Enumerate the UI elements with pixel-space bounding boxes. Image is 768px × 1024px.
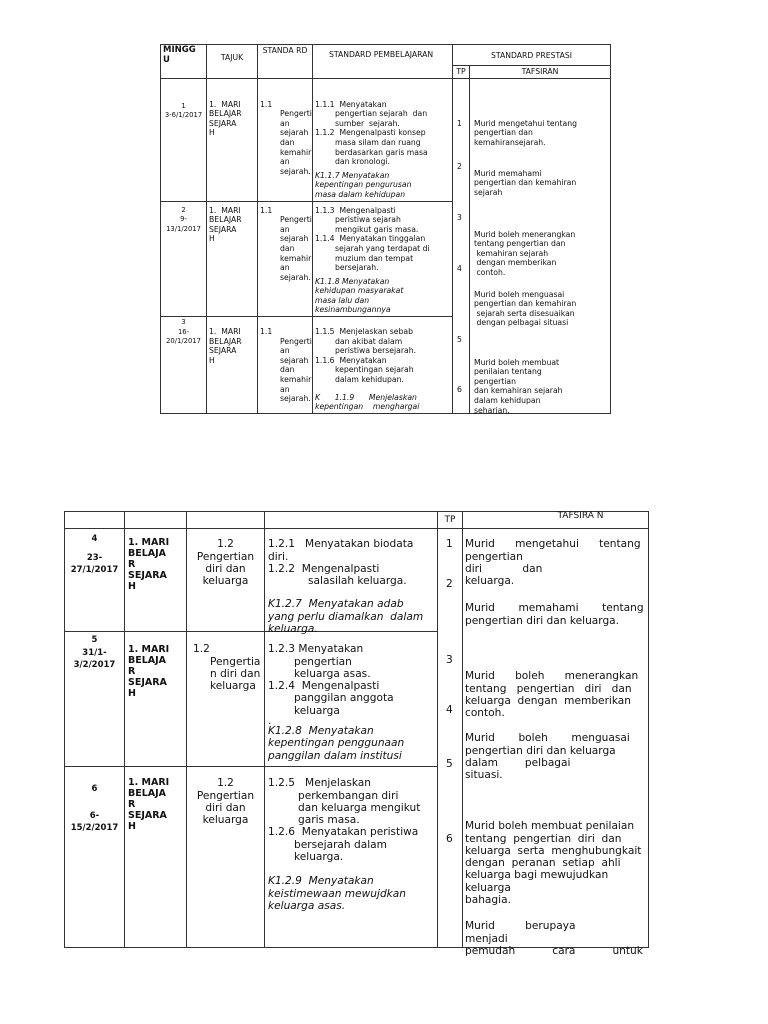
t2-week-cell: 5 31/1-3/2/2017	[65, 632, 125, 767]
t1-tafsiran-1: Murid mengetahui tentang pengertian dan kemahiransejarah.	[474, 118, 577, 147]
t2-tp-column	[438, 529, 463, 948]
t2-header-blank	[125, 512, 187, 529]
t2-tp-5: 5	[446, 758, 453, 771]
t1-row-week-1	[161, 78, 611, 201]
t2-tafsiran-3: Murid boleh menerangkan tentang pengertian diri dan keluarga dengan memberikan contoh.	[465, 670, 639, 720]
t2-tp-3: 3	[446, 654, 453, 667]
t1-header-tajuk: TAJUK	[207, 45, 258, 79]
t2-header-tafsiran: TAFSIRA N	[463, 512, 649, 529]
table-2	[64, 511, 649, 957]
t2-tajuk-cell: 1. MARI BELAJA R SEJARA H	[125, 632, 187, 767]
t1-standard-cell: 1.1 Pengerti an sejarah dan kemahir an sejarah.	[258, 201, 313, 317]
t2-week-cell: 4 23-27/1/2017	[65, 529, 125, 632]
t2-header-row	[65, 512, 649, 529]
t1-tp-1: 1	[457, 118, 462, 128]
t1-tafsiran-4: Murid boleh menguasai pengertian dan kemahiran sejarah serta disesuaikan dengan pelbagai situasi	[474, 289, 577, 328]
t1-tafsiran-5: Murid boleh membuat penilaian tentang pengertian dan kemahiran sejarah dalam kehidupan seharian.	[474, 357, 563, 415]
t2-header-blank	[65, 512, 125, 529]
t2-tajuk-cell: 1. MARI BELAJA R SEJARA H	[125, 767, 187, 948]
t1-tp-column	[453, 78, 470, 413]
t1-tp-2: 2	[457, 161, 462, 171]
t1-week-cell: 1 3-6/1/2017	[161, 78, 207, 201]
t2-tafsiran-2: Murid memahami tentang pengertian diri dan keluarga.	[465, 602, 644, 627]
t2-tafsiran-4: Murid boleh menguasai pengertian diri dan keluarga dalam pelbagai situasi.	[465, 732, 630, 782]
t2-week-cell: 6 6-15/2/2017	[65, 767, 125, 948]
t2-tafsiran-6: Murid berupaya menjadi pemudah cara untuk	[465, 920, 643, 957]
t2-header-tp: TP	[438, 512, 463, 529]
t1-sp-cell: 1.1.3 Mengenalpasti peristiwa sejarah mengikut garis masa. 1.1.4 Menyatakan tinggalan sejarah yang terdapat di muzium dan tempat bersejarah. K1.1.8 Menyatakan kehidupan masyarakat masa lalu dan kesinambungannya	[313, 201, 453, 317]
t1-tafsiran-3: Murid boleh menerangkan tentang pengertian dan kemahiran sejarah dengan memberikan contoh.	[474, 229, 576, 277]
t1-tajuk-cell: 1. MARI BELAJAR SEJARA H	[207, 78, 258, 201]
t2-header-blank	[187, 512, 265, 529]
t1-week-cell: 2 9-13/1/2017	[161, 201, 207, 317]
t2-standard-cell: 1.2 Pengertian diri dan keluarga	[187, 767, 265, 948]
t2-tp-1: 1	[446, 538, 453, 551]
t2-sp-cell: 1.2.3 Menyatakan pengertian keluarga asas. 1.2.4 Mengenalpasti panggilan anggota keluarga . K1.2.8 Menyatakan kepentingan penggunaan panggilan dalam institusi	[265, 632, 438, 767]
t1-header-minggu: MINGG U	[161, 45, 207, 79]
t1-sp-cell: 1.1.5 Menjelaskan sebab dan akibat dalam peristiwa bersejarah. 1.1.6 Menyatakan kepentingan sejarah dalam kehidupan. K 1.1.9 Menjelaskan kepentingan menghargai	[313, 317, 453, 414]
t1-tajuk-cell: 1. MARI BELAJAR SEJARA H	[207, 317, 258, 414]
t2-row-week-4	[65, 529, 649, 632]
table-1	[160, 44, 611, 414]
t2-standard-cell: 1.2 Pengertian diri dan keluarga	[187, 529, 265, 632]
t1-header-tafsiran: TAFSIRAN	[470, 66, 611, 79]
t2-tp-2: 2	[446, 578, 453, 591]
t1-tp-5: 5	[457, 334, 462, 344]
t1-header-tp: TP	[453, 66, 470, 79]
t1-header-standard-pembelajaran: STANDARD PEMBELAJARAN	[313, 45, 453, 79]
t1-standard-cell: 1.1 Pengerti an sejarah dan kemahir an sejarah.	[258, 317, 313, 414]
t2-tp-6: 6	[446, 833, 453, 846]
t2-sp-cell: 1.2.5 Menjelaskan perkembangan diri dan keluarga mengikut garis masa. 1.2.6 Menyatakan peristiwa bersejarah dalam keluarga. K1.2.9 Menyatakan keistimewaan mewujdkan keluarga asas.	[265, 767, 438, 948]
t1-tajuk-cell: 1. MARI BELAJAR SEJARA H	[207, 201, 258, 317]
t1-header-standard-prestasi: STANDARD PRESTASI	[453, 45, 611, 66]
t2-tp-4: 4	[446, 704, 453, 717]
t1-tp-3: 3	[457, 212, 462, 222]
t1-week-cell: 3 16-20/1/2017	[161, 317, 207, 414]
t2-header-blank	[265, 512, 438, 529]
t1-standard-cell: 1.1 Pengerti an sejarah dan kemahir an sejarah.	[258, 78, 313, 201]
t1-tp-4: 4	[457, 263, 462, 273]
t1-tafsiran-column	[470, 78, 611, 413]
t1-tafsiran-2: Murid memahami pengertian dan kemahiran sejarah	[474, 168, 577, 197]
t2-tafsiran-column	[463, 529, 649, 957]
t2-sp-cell: 1.2.1 Menyatakan biodata diri. 1.2.2 Mengenalpasti salasilah keluarga. K1.2.7 Menyatakan adab yang perlu diamalkan dalam keluarga.	[265, 529, 438, 632]
t1-header-standard: STANDA RD	[258, 45, 313, 79]
t2-tajuk-cell: 1. MARI BELAJA R SEJARA H	[125, 529, 187, 632]
t2-tafsiran-1: Murid mengetahui tentang pengertian diri dan keluarga.	[465, 538, 641, 588]
t1-sp-cell: 1.1.1 Menyatakan pengertian sejarah dan sumber sejarah. 1.1.2 Mengenalpasti konsep masa silam dan ruang berdasarkan garis masa dan kronologi. K1.1.7 Menyatakan kepentingan pengurusan masa dalam kehidupan	[313, 78, 453, 201]
t1-header-row	[161, 45, 611, 66]
t2-tafsiran-5: Murid boleh membuat penilaian tentang pengertian diri dan keluarga serta menghubungkait dengan peranan setiap ahli keluarga bagi mewujudkan keluarga bahagia.	[465, 820, 642, 907]
t1-tp-6: 6	[457, 384, 462, 394]
t2-standard-cell: 1.2 Pengertia n diri dan keluarga	[187, 632, 265, 767]
